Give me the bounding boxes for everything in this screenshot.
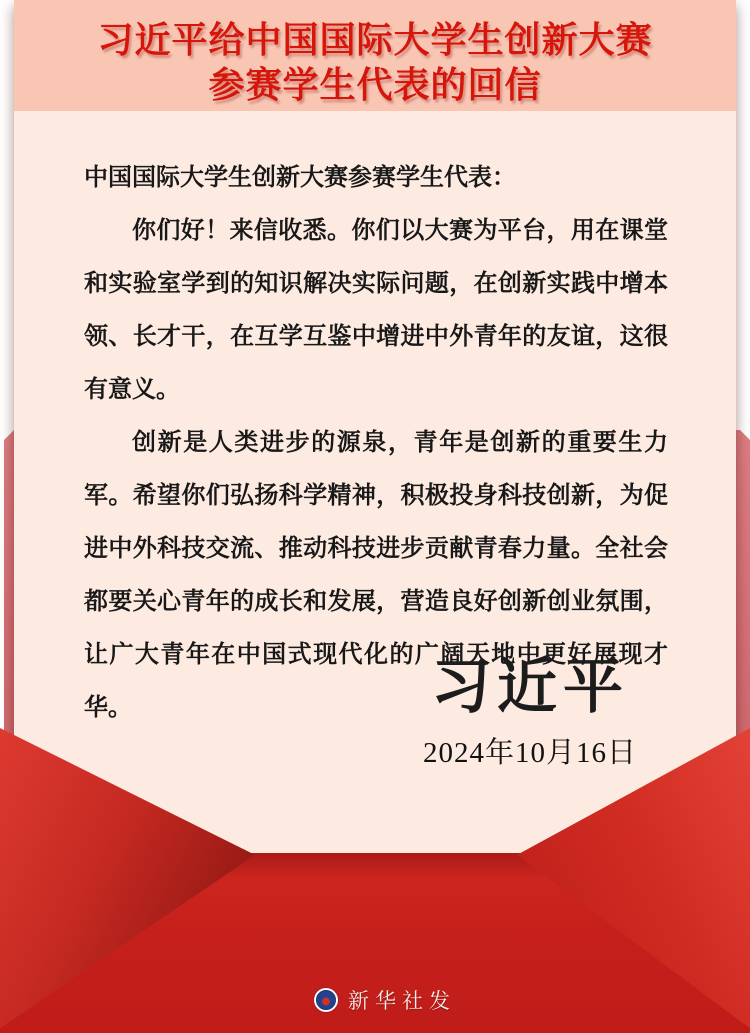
credit-text: 新华社发 [348,989,456,1013]
salutation: 中国国际大学生创新大赛参赛学生代表： [84,165,516,191]
xinhua-emblem-icon [314,988,338,1012]
title-line-2: 参赛学生代表的回信 [208,65,542,105]
signature-date: 2024年10月16日 [422,737,637,769]
paragraph-2: 创新是人类进步的源泉，青年是创新的重要生力军。希望你们弘扬科学精神，积极投身科技创新，为促进中外科技交流、推动科技进步贡献青春力量。全社会都要关心青年的成长和发展，营造良好创新创业氛围，让广大青年在中国式现代化的广阔天地中更好展现才华。 [84,430,668,721]
letter-body [84,152,668,735]
title-banner [14,0,736,111]
signature-block [380,650,680,771]
xinhua-emblem-inner [316,990,336,1010]
signature: 习近平 [431,652,629,722]
title-line-1: 习近平给中国国际大学生创新大赛 [97,20,653,60]
paragraph-1: 你们好！来信收悉。你们以大赛为平台，用在课堂和实验室学到的知识解决实际问题，在创新实践中增本领、长才干，在互学互鉴中增进中外青年的友谊，这很有意义。 [84,218,668,403]
agency-credit [10,984,750,1016]
